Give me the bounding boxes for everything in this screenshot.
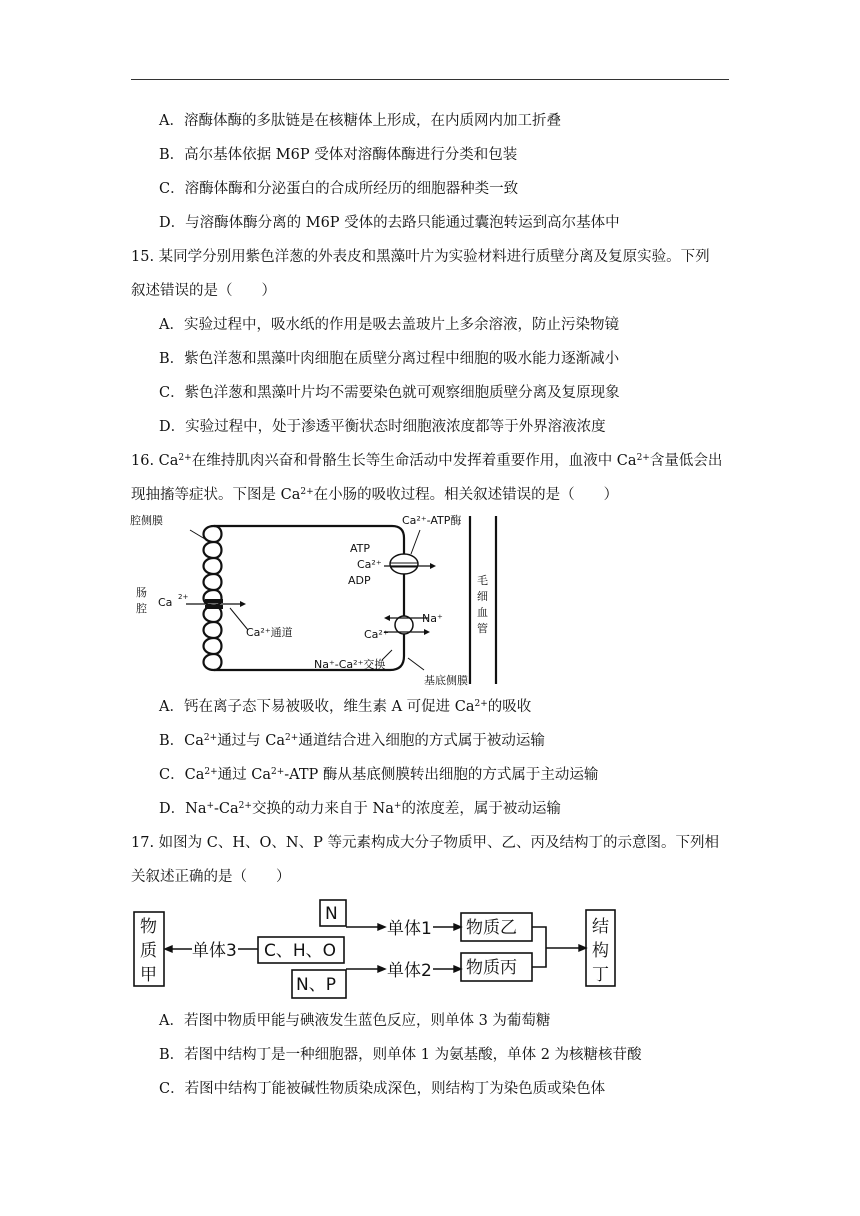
label-ca-channel: Ca²⁺通道 <box>246 626 293 639</box>
box-ding-1: 结 <box>592 917 609 937</box>
q14-option-d[interactable]: D．与溶酶体酶分离的 M6P 受体的去路只能通过囊泡转运到高尔基体中 <box>159 215 620 231</box>
label-exchanger-ca: Ca²⁺ <box>364 628 389 641</box>
label-capillary-4: 管 <box>477 622 488 635</box>
box-substance-yi: 物质乙 <box>466 918 517 938</box>
label-na-ca-exchanger: Na⁺-Ca²⁺交换 <box>314 658 386 671</box>
label-monomer-2: 单体2 <box>387 961 432 981</box>
q16-option-a[interactable]: A．钙在离子态下易被吸收，维生素 A 可促进 $Ca^{2+}$的吸收 <box>159 699 532 715</box>
box-n-p: N、P <box>296 975 336 995</box>
label-monomer-1: 单体1 <box>387 919 432 939</box>
label-lumen-membrane: 腔侧膜 <box>130 514 163 527</box>
q15-option-b[interactable]: B．紫色洋葱和黑藻叶肉细胞在质壁分离过程中细胞的吸水能力逐渐减小 <box>159 351 620 367</box>
box-jia-3: 甲 <box>140 965 157 985</box>
q17-stem-line2: 关叙述正确的是（ ） <box>131 869 291 885</box>
q17-stem-line1: 17. 如图为 C、H、O、N、P 等元素构成大分子物质甲、乙、丙及结构丁的示意图。下列相 <box>131 835 719 851</box>
q14-option-a[interactable]: A．溶酶体酶的多肽链是在核糖体上形成，在内质网内加工折叠 <box>159 113 561 129</box>
box-c-h-o: C、H、O <box>264 941 337 961</box>
box-jia-2: 质 <box>140 941 157 961</box>
q14-option-b[interactable]: B．高尔基体依据 M6P 受体对溶酶体酶进行分类和包装 <box>159 147 518 163</box>
label-lumen-2: 腔 <box>136 602 147 615</box>
box-ding-2: 构 <box>592 941 609 961</box>
label-lumen-1: 肠 <box>136 586 147 599</box>
q15-option-d[interactable]: D．实验过程中，处于渗透平衡状态时细胞液浓度都等于外界溶液浓度 <box>159 419 606 435</box>
header-rule <box>131 79 729 80</box>
label-ca-atpase: Ca²⁺-ATP酶 <box>402 514 462 527</box>
label-na: Na⁺ <box>422 612 443 625</box>
label-atp: ATP <box>350 542 371 555</box>
q16-stem-line1: 16. $Ca^{2+}$在维持肌肉兴奋和骨骼生长等生命活动中发挥着重要作用，血液中 $Ca^{2+}$含量低会出 <box>131 453 723 469</box>
label-capillary-2: 细 <box>477 590 488 603</box>
label-adp: ADP <box>348 574 371 587</box>
box-substance-bing: 物质丙 <box>466 958 517 978</box>
q14-option-c[interactable]: C．溶酶体酶和分泌蛋白的合成所经历的细胞器种类一致 <box>159 181 519 197</box>
q17-option-c[interactable]: C．若图中结构丁能被碱性物质染成深色，则结构丁为染色质或染色体 <box>159 1081 606 1097</box>
q16-stem-line2: 现抽搐等症状。下图是 $Ca^{2+}$在小肠的吸收过程。相关叙述错误的是（ ） <box>131 487 619 503</box>
q17-option-b[interactable]: B．若图中结构丁是一种细胞器，则单体 1 为氨基酸，单体 2 为核糖核苷酸 <box>159 1047 642 1063</box>
label-capillary-1: 毛 <box>477 574 488 587</box>
box-n: N <box>325 904 338 924</box>
q15-stem-line2: 叙述错误的是（ ） <box>131 283 276 299</box>
q16-option-d[interactable]: D．$Na^+-Ca^{2+}$交换的动力来自于 Na+的浓度差，属于被动运输 <box>159 801 561 817</box>
label-ca-lumen: Ca <box>158 596 173 609</box>
label-monomer-3: 单体3 <box>192 941 237 961</box>
q17-element-composition-diagram <box>128 896 618 1002</box>
q15-option-a[interactable]: A．实验过程中，吸水纸的作用是吸去盖玻片上多余溶液，防止污染物镜 <box>159 317 619 333</box>
box-jia-1: 物 <box>140 917 157 937</box>
q16-calcium-absorption-figure <box>128 508 508 688</box>
label-pump-ca: Ca²⁺ <box>357 558 382 571</box>
q15-option-c[interactable]: C．紫色洋葱和黑藻叶片均不需要染色就可观察细胞质壁分离及复原现象 <box>159 385 620 401</box>
label-basolateral-membrane: 基底侧膜 <box>424 674 468 687</box>
q17-option-a[interactable]: A．若图中物质甲能与碘液发生蓝色反应，则单体 3 为葡萄糖 <box>159 1013 551 1029</box>
box-ding-3: 丁 <box>592 965 609 985</box>
label-ca-lumen-sup: 2+ <box>178 593 189 601</box>
label-capillary-3: 血 <box>477 606 488 619</box>
q16-option-b[interactable]: B．$Ca^{2+}$通过与 $Ca^{2+}$通道结合进入细胞的方式属于被动运输 <box>159 733 545 749</box>
q15-stem-line1: 15. 某同学分别用紫色洋葱的外表皮和黑藻叶片为实验材料进行质壁分离及复原实验。下列 <box>131 249 710 265</box>
q16-option-c[interactable]: C．$Ca^{2+}$通过 $Ca^{2+}$-ATP 酶从基底侧膜转出细胞的方式属于主动运输 <box>159 767 599 783</box>
